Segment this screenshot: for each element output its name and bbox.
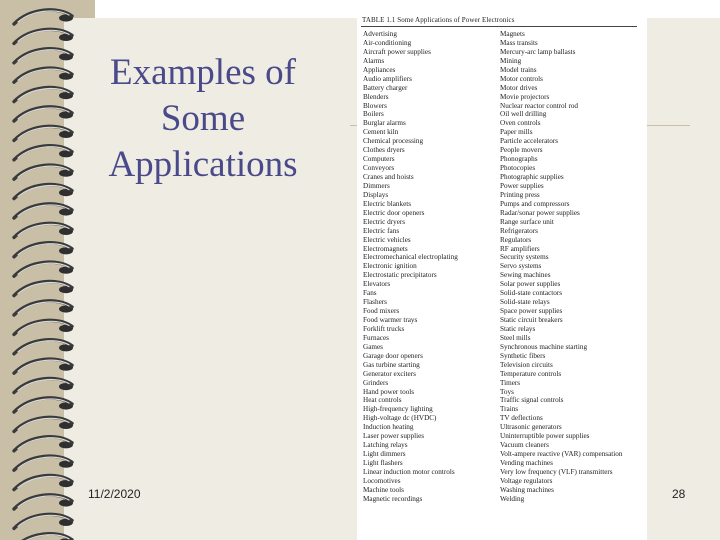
table-header-rule bbox=[361, 26, 637, 27]
table-entry: Magnets bbox=[500, 30, 525, 38]
table-entry: Motor controls bbox=[500, 74, 543, 83]
table-entry: Electric dryers bbox=[363, 217, 406, 226]
table-entry: Model trains bbox=[500, 65, 537, 74]
table-entry: Space power supplies bbox=[500, 307, 563, 316]
table-entry: Mercury-arc lamp ballasts bbox=[500, 47, 576, 56]
table-entry: Food warmer trays bbox=[363, 316, 418, 324]
table-entry: Cranes and hoists bbox=[363, 173, 414, 181]
table-entry: Electromagnets bbox=[363, 244, 408, 253]
table-column-a bbox=[363, 30, 458, 504]
table-entry: Paper mills bbox=[500, 128, 533, 137]
table-entry: Pumps and compressors bbox=[500, 199, 570, 208]
table-entry: TV deflections bbox=[500, 414, 543, 423]
table-entry: Laser power supplies bbox=[363, 432, 425, 441]
table-entry: Aircraft power supplies bbox=[363, 47, 431, 56]
table-entry: Light dimmers bbox=[363, 450, 406, 459]
table-entry: Conveyors bbox=[363, 164, 395, 173]
spiral-binding-icon bbox=[0, 0, 90, 540]
table-entry: Magnetic recordings bbox=[363, 494, 423, 503]
table-entry: Forklift trucks bbox=[363, 324, 405, 333]
table-entry: Audio amplifiers bbox=[363, 74, 412, 83]
table-entry: Clothes dryers bbox=[363, 146, 405, 155]
table-entry: Movie projectors bbox=[500, 92, 550, 101]
table-entry: Photographic supplies bbox=[500, 173, 564, 181]
table-entry: Mass transits bbox=[500, 38, 538, 47]
table-entry: Radar/sonar power supplies bbox=[500, 208, 580, 217]
table-entry: High-frequency lighting bbox=[363, 405, 433, 414]
table-entry: Air-conditioning bbox=[363, 38, 412, 47]
table-entry: Burglar alarms bbox=[363, 119, 406, 128]
table-entry: Motor drives bbox=[500, 83, 538, 92]
table-entry: Electronic ignition bbox=[363, 262, 417, 271]
table-entry: Vending machines bbox=[500, 459, 553, 467]
table-entry: Phonographs bbox=[500, 155, 538, 164]
table-entry: Range surface unit bbox=[500, 217, 554, 226]
table-entry: Printing press bbox=[500, 190, 540, 199]
table-entry: Ultrasonic generators bbox=[500, 423, 562, 432]
table-entry: Dimmers bbox=[363, 181, 390, 190]
table-entry: Security systems bbox=[500, 253, 549, 262]
table-entry: Linear induction motor controls bbox=[363, 467, 455, 476]
table-entry: Welding bbox=[500, 494, 525, 503]
table-entry: Toys bbox=[500, 387, 514, 396]
title-line: Examples of bbox=[110, 52, 296, 93]
table-entry: Trains bbox=[500, 405, 519, 414]
table-entry: Latching relays bbox=[363, 441, 408, 450]
table-entry: Mining bbox=[500, 56, 522, 65]
table-entry: Displays bbox=[363, 190, 389, 199]
slide-title bbox=[92, 50, 314, 188]
table-caption: TABLE 1.1 Some Applications of Power Electronics bbox=[362, 16, 515, 24]
table-entry: Servo systems bbox=[500, 262, 542, 271]
table-entry: Sewing machines bbox=[500, 271, 551, 280]
table-entry: Electric door openers bbox=[363, 208, 425, 217]
table-entry: Synchronous machine starting bbox=[500, 342, 588, 351]
title-line: Some bbox=[160, 98, 246, 139]
table-entry: Particle accelerators bbox=[500, 137, 559, 146]
table-entry: Light flashers bbox=[363, 459, 403, 467]
slide-page-number: 28 bbox=[672, 487, 686, 501]
table-entry: Uninterruptible power supplies bbox=[500, 432, 590, 441]
table-entry: Alarms bbox=[363, 56, 385, 65]
table-entry: Locomotives bbox=[363, 476, 401, 485]
table-entry: Gas turbine starting bbox=[363, 360, 420, 369]
table-entry: Photocopies bbox=[500, 164, 536, 173]
table-entry: Solid-state contactors bbox=[500, 289, 563, 298]
table-entry: Voltage regulators bbox=[500, 476, 553, 485]
table-entry: Refrigerators bbox=[500, 226, 538, 235]
table-entry: Food mixers bbox=[363, 307, 400, 316]
table-entry: Washing machines bbox=[500, 485, 554, 494]
table-entry: Traffic signal controls bbox=[500, 396, 564, 405]
table-entry: Grinders bbox=[363, 378, 389, 387]
table-entry: Timers bbox=[500, 378, 521, 387]
table-entry: Elevators bbox=[363, 280, 391, 289]
table-entry: Vacuum cleaners bbox=[500, 441, 549, 450]
table-entry: Advertising bbox=[363, 30, 397, 38]
table-entry: Electrostatic precipitators bbox=[363, 271, 437, 280]
table-entry: Cement kiln bbox=[363, 128, 399, 137]
table-entry: Fans bbox=[363, 289, 377, 298]
table-entry: Oil well drilling bbox=[500, 110, 547, 119]
table-entry: Boilers bbox=[363, 110, 384, 119]
table-entry: Chemical processing bbox=[363, 137, 424, 146]
table-entry: Regulators bbox=[500, 235, 532, 244]
slide-date: 11/2/2020 bbox=[88, 487, 141, 501]
table-entry: Television circuits bbox=[500, 360, 553, 369]
table-entry: Flashers bbox=[363, 298, 387, 307]
table-entry: Solar power supplies bbox=[500, 280, 561, 289]
table-entry: Solid-state relays bbox=[500, 298, 550, 307]
table-entry: Electric blankets bbox=[363, 199, 412, 208]
table-entry: Hand power tools bbox=[363, 387, 415, 396]
table-entry: Games bbox=[363, 342, 383, 351]
table-entry: Electric fans bbox=[363, 226, 400, 235]
table-entry: Garage door openers bbox=[363, 351, 423, 360]
table-entry: RF amplifiers bbox=[500, 244, 540, 253]
table-entry: Induction heating bbox=[363, 423, 414, 432]
table-entry: Oven controls bbox=[500, 119, 541, 128]
table-entry: Static relays bbox=[500, 324, 536, 333]
title-line: Applications bbox=[108, 144, 298, 185]
table-entry: Synthetic fibers bbox=[500, 351, 546, 360]
table-entry: Blenders bbox=[363, 92, 389, 101]
table-entry: Computers bbox=[363, 155, 395, 164]
table-entry: Blowers bbox=[363, 101, 387, 110]
table-entry: High-voltage dc (HVDC) bbox=[363, 414, 437, 423]
scanned-table-image bbox=[357, 14, 647, 540]
table-entry: People movers bbox=[500, 146, 543, 155]
table-entry: Generator exciters bbox=[363, 369, 416, 378]
table-entry: Temperature controls bbox=[500, 369, 562, 378]
table-entry: Heat controls bbox=[363, 396, 402, 405]
table-column-b bbox=[500, 30, 622, 504]
table-entry: Very low frequency (VLF) transmitters bbox=[500, 467, 613, 476]
table-entry: Battery charger bbox=[363, 83, 408, 92]
table-entry: Electric vehicles bbox=[363, 235, 411, 244]
table-entry: Appliances bbox=[363, 65, 396, 74]
table-entry: Steel mills bbox=[500, 333, 531, 342]
table-entry: Furnaces bbox=[363, 333, 389, 342]
table-entry: Volt-ampere reactive (VAR) compensation bbox=[500, 450, 623, 459]
table-entry: Power supplies bbox=[500, 181, 544, 190]
table-entry: Nuclear reactor control rod bbox=[500, 101, 579, 110]
table-entry: Machine tools bbox=[363, 485, 404, 494]
table-entry: Static circuit breakers bbox=[500, 316, 563, 324]
table-entry: Electromechanical electroplating bbox=[363, 253, 458, 262]
